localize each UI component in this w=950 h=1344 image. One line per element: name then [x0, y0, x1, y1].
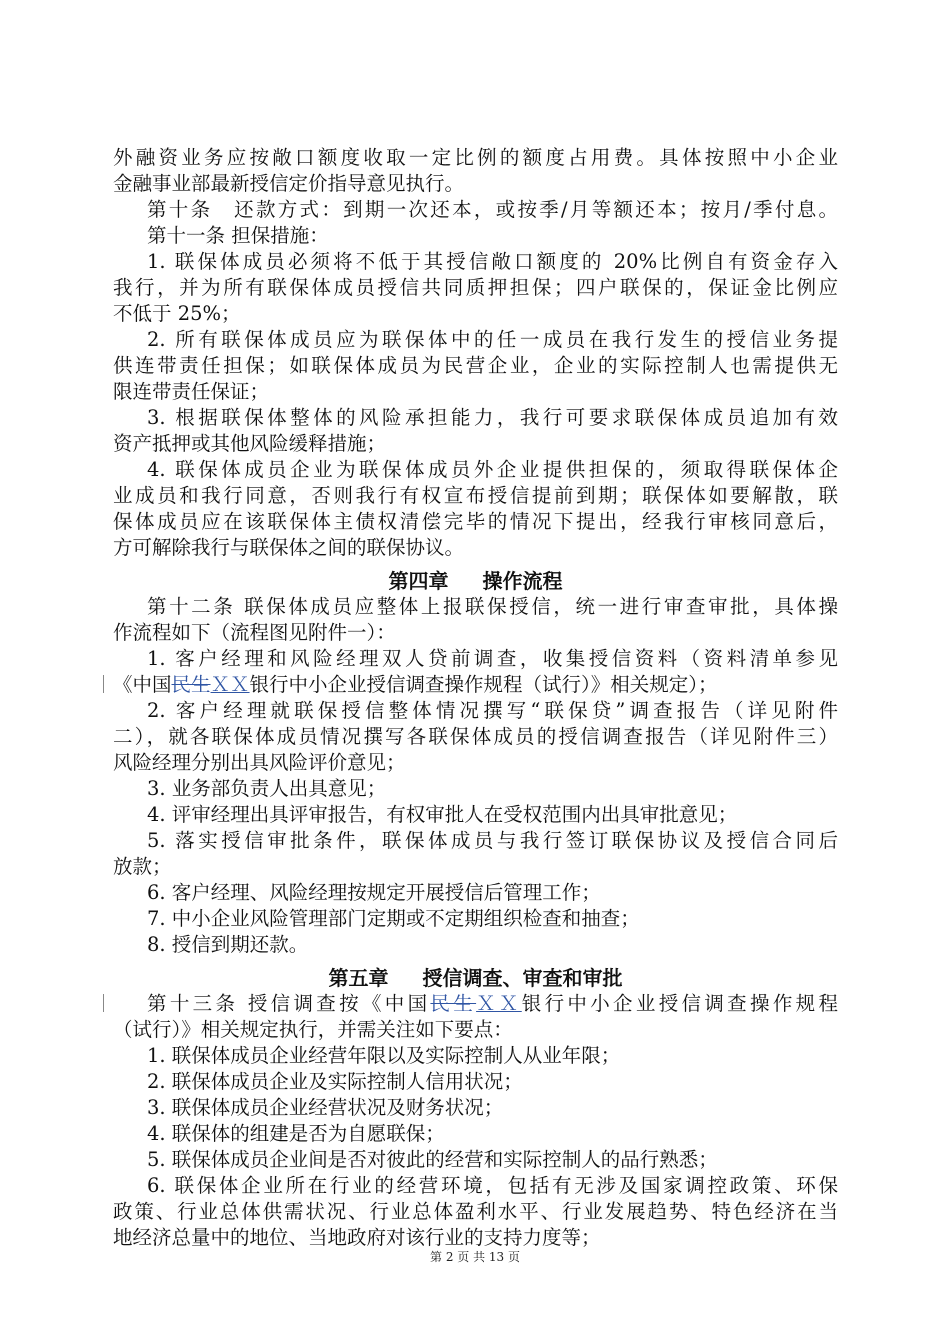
text-line: 政策、行业总体供需状况、行业总体盈利水平、行业发展趋势、特色经济在当 — [113, 1200, 838, 1223]
chapter-5-heading — [113, 965, 838, 991]
text-line: 放款； — [113, 855, 172, 878]
text-line: 5. 落实授信审批条件，联保体成员与我行签订联保协议及授信合同后 — [147, 829, 838, 852]
text-segment: 银行中小企业授信调查操作规程（试行）》相关规定）； — [249, 673, 718, 696]
page-footer: 第 2 页 共 13 页 — [430, 1250, 520, 1264]
text-line: 2. 所有联保体成员应为联保体中的任一成员在我行发生的授信业务提 — [147, 328, 838, 351]
text-line: 3. 业务部负责人出具意见； — [147, 777, 387, 800]
text-line: 8. 授信到期还款。 — [147, 933, 309, 956]
text-line: 1. 联保体成员必须将不低于其授信敞口额度的 20%比例自有资金存入 — [147, 250, 838, 273]
chapter-number: 第四章 — [388, 569, 449, 593]
text-line: 保体成员应在该联保体主债权清偿完毕的情况下提出，经我行审核同意后， — [113, 510, 838, 533]
chapter-title: 操作流程 — [482, 569, 563, 593]
chapter-number: 第五章 — [328, 966, 389, 990]
text-line: 限连带责任保证； — [113, 380, 270, 403]
text-line: 地经济总量中的地位、当地政府对该行业的支持力度等； — [113, 1226, 601, 1249]
text-line: 方可解除我行与联保体之间的联保协议。 — [113, 536, 465, 559]
text-line: 金融事业部最新授信定价指导意见执行。 — [113, 172, 465, 195]
text-line: 1. 客户经理和风险经理双人贷前调查，收集授信资料（资料清单参见 — [147, 647, 838, 670]
text-line: （试行）》相关规定执行，并需关注如下要点： — [113, 1018, 513, 1041]
text-line: 2. 联保体成员企业及实际控制人信用状况； — [147, 1070, 523, 1093]
text-line: 4. 联保体成员企业为联保体成员外企业提供担保的，须取得联保体企 — [147, 458, 838, 481]
inserted-text: ＸＸ — [210, 673, 250, 696]
text-line: 供连带责任担保；如联保体成员为民营企业，企业的实际控制人也需提供无 — [113, 354, 838, 377]
text-segment: 银行中小企业授信调查操作规程 — [521, 992, 838, 1015]
article-10: 第十条 还款方式：到期一次还本，或按季/月等额还本；按月/季付息。 — [147, 198, 838, 221]
text-line — [113, 672, 838, 698]
text-line: 不低于 25%； — [113, 302, 241, 325]
text-line: 4. 评审经理出具评审报告，有权审批人在受权范围内出具审批意见； — [147, 803, 738, 826]
text-line: 外融资业务应按敞口额度收取一定比例的额度占用费。具体按照中小企业 — [113, 146, 838, 169]
article-12: 第十二条 联保体成员应整体上报联保授信，统一进行审查审批，具体操 — [147, 595, 838, 618]
text-segment: 《中国 — [113, 673, 172, 696]
text-line: 我行，并为所有联保体成员授信共同质押担保；四户联保的，保证金比例应 — [113, 276, 838, 299]
deleted-text: 民生 — [171, 673, 211, 696]
chapter-4-heading — [113, 568, 838, 594]
text-line: 1. 联保体成员企业经营年限以及实际控制人从业年限； — [147, 1044, 621, 1067]
article-13 — [147, 991, 838, 1017]
text-line: 资产抵押或其他风险缓释措施； — [113, 432, 387, 455]
chapter-title: 授信调查、审查和审批 — [422, 966, 623, 990]
text-line: 业成员和我行同意，否则我行有权宣布授信提前到期；联保体如要解散，联 — [113, 484, 838, 507]
article-11: 第十一条 担保措施： — [147, 224, 329, 247]
text-line: 风险经理分别出具风险评价意见； — [113, 751, 406, 774]
text-line: 作流程如下（流程图见附件一）： — [113, 621, 396, 644]
text-line: 5. 联保体成员企业间是否对彼此的经营和实际控制人的品行熟悉； — [147, 1148, 718, 1171]
text-segment: 第十三条 授信调查按《中国 — [147, 992, 431, 1015]
revision-bar — [103, 994, 104, 1012]
text-line: 2. 客户经理就联保授信整体情况撰写“联保贷”调查报告（详见附件 — [147, 699, 838, 722]
text-line: 3. 根据联保体整体的风险承担能力，我行可要求联保体成员追加有效 — [147, 406, 838, 429]
text-line: 二），就各联保体成员情况撰写各联保体成员的授信调查报告（详见附件三） — [113, 725, 838, 748]
text-line: 6. 客户经理、风险经理按规定开展授信后管理工作； — [147, 881, 601, 904]
text-line: 7. 中小企业风险管理部门定期或不定期组织检查和抽查； — [147, 907, 640, 930]
text-line: 3. 联保体成员企业经营状况及财务状况； — [147, 1096, 504, 1119]
text-line: 4. 联保体的组建是否为自愿联保； — [147, 1122, 445, 1145]
inserted-text: ＸＸ — [476, 992, 522, 1015]
deleted-text: 民生 — [430, 992, 477, 1015]
revision-bar — [103, 675, 104, 693]
text-line: 6. 联保体企业所在行业的经营环境，包括有无涉及国家调控政策、环保 — [147, 1174, 838, 1197]
